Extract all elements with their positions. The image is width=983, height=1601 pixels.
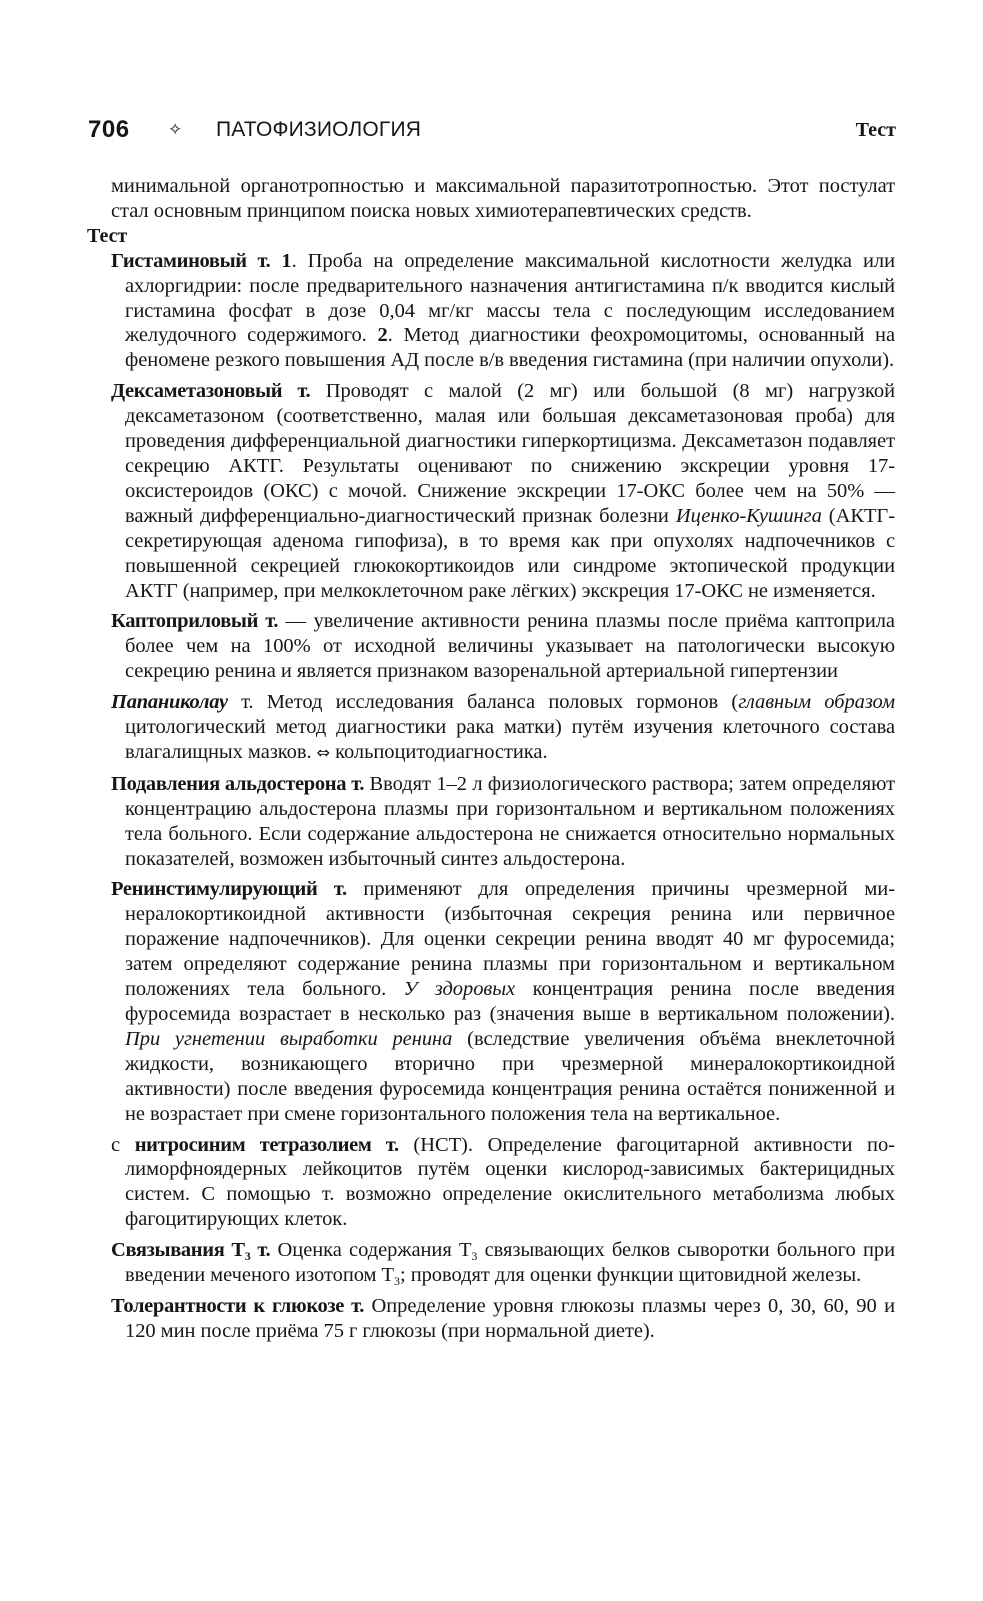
entry-text: кольпоцитодиагностика. bbox=[330, 740, 548, 763]
entry-term: Гистаминовый т. bbox=[111, 249, 271, 272]
section-title: ПАТОФИЗИОЛОГИЯ bbox=[216, 118, 422, 141]
entry-term-text: т. bbox=[250, 1239, 271, 1262]
entry-term: Каптоприловый т. bbox=[111, 610, 279, 633]
entry-text: — увеличение активности ренина плазмы после приёма каптоприла более чем на 100% от исходной величины указывает на патологически высокую секрецию ренина и является признаком вазоренальной артериальной гипертензии bbox=[125, 610, 895, 683]
entry-t3-binding-test bbox=[87, 1238, 895, 1288]
italic-text: У здоровых bbox=[403, 978, 516, 1001]
entry-captopril-test bbox=[87, 609, 895, 684]
entry-histamine-test bbox=[87, 249, 895, 374]
entry-term: Дексаметазоновый т. bbox=[111, 380, 311, 403]
entry-glucose-tolerance-test bbox=[87, 1294, 895, 1344]
italic-text: При угнетении выработки ренина bbox=[125, 1027, 453, 1050]
entry-text: (вследствие увеличения объёма внеклеточной жидкости, возникающего вторично при чрезмерной минералокортикоидной активности) после введения фуросемида концентрация ренина остаётся пониженной и не возрастает при смене горизонтального положения тела на вертикальное. bbox=[125, 1027, 895, 1125]
entry-term-text: Связывания Т bbox=[111, 1239, 245, 1262]
entry-term-suffix: т. bbox=[227, 691, 254, 714]
entry-text: (НСТ). Определение фагоцитарной активности полиморфноядерных лейкоцитов путём оценки кислород-зависимых бактерицидных систем. С помощью т. возможно определение окислительного метаболизма любых фагоцитирующих клеток. bbox=[125, 1133, 895, 1231]
entry-renin-stimulating-test bbox=[87, 877, 895, 1126]
italic-text: главным образом bbox=[738, 691, 895, 714]
subscript: 3 bbox=[394, 1274, 400, 1289]
entry-heading: Тест bbox=[87, 224, 128, 247]
entry-text: Метод исследования баланса половых гормонов ( bbox=[253, 691, 739, 714]
entry-text: Оценка содержания Т bbox=[270, 1239, 472, 1262]
cross-reference-arrow-icon: ⇔ bbox=[316, 742, 331, 762]
running-term: Тест bbox=[855, 119, 896, 141]
subscript: 3 bbox=[244, 1249, 251, 1264]
entry-text: Вводят 1–2 л физиологического раствора; затем определяют концентрацию альдостерона плазмы при горизонтальном и вертикальном положениях тела больного. Если содержание альдостерона не снижается относительно нормальных показателей, возможен избыточный синтез альдостерона. bbox=[125, 772, 895, 870]
entry-text: цитологический метод диагностики рака матки) путём изучения клеточного состава влагалищных мазков. bbox=[125, 716, 895, 763]
entry-text: ; проводят для оценки функции щитовидной железы. bbox=[399, 1264, 862, 1287]
entry-term: Толерантности к глюкозе т. bbox=[111, 1294, 365, 1317]
entry-papanicolaou-test bbox=[87, 690, 895, 766]
entry-prefix: с bbox=[111, 1133, 135, 1156]
entry-term bbox=[111, 1239, 271, 1264]
entry-text: концентрация ренина после введения фуросемида возрастает в несколько раз (значения выше в вертикальном положении). bbox=[125, 978, 895, 1025]
entry-text: Проводят с малой (2 мг) или большой (8 мг) нагрузкой дексаметазоном (соответственно, малая или большая дексаметазоновая проба) для проведения дифференциальной диагностики гиперкортицизма. Дексаметазон подавляет секрецию АКТГ. Результаты оценивают по снижению экскреции уровня 17-оксистероидов (ОКС) с мочой. Снижение экскреции 17-ОКС более чем на 50% — важный дифференциально-диагностический признак болезни bbox=[125, 380, 896, 527]
entry-text: Определение уровня глюкозы плазмы через 0, 30, 60, 90 и 120 мин после приёма 75 г глюкозы (при нормальной диете). bbox=[125, 1294, 895, 1342]
subscript: 3 bbox=[471, 1249, 478, 1264]
running-header bbox=[88, 116, 896, 148]
main-text bbox=[87, 174, 895, 1350]
ornament-icon: ✧ bbox=[168, 120, 183, 140]
italic-text: Иценко-Кушинга bbox=[675, 504, 822, 527]
entry-text: (АКТГ-секретирующая аденома гипофиза), в то время как при опухолях надпочечников с повышенной секрецией глюкокортикоидов или синдроме эктопической продукции АКТГ (например, при мелкоклеточном раке лёгких) экскреция 17-ОКС не изменяется. bbox=[125, 504, 895, 602]
item-number: 2 bbox=[377, 324, 388, 347]
entry-text: применяют для определения причины чрезмерной минералокортикоидной активности (избыточная секреция ренина или первичное поражение надпочечников). Для оценки секреции ренина вводят 40 мг фуросемида; затем определяют содержание ренина плазмы при горизонтальном и вертикальном положениях тела больного. bbox=[125, 878, 896, 1001]
entry-aldosterone-suppression-test bbox=[87, 772, 895, 872]
page-number: 706 bbox=[88, 116, 130, 143]
item-number: 1 bbox=[281, 249, 292, 272]
intro-paragraph: минимальной органотропностью и максимальной паразитотропностью. Этот постулат стал основным принципом поиска новых химиотерапевтических средств. bbox=[111, 175, 895, 222]
entry-text: . Проба на определение максимальной кислотности желудка или ахлоргидрии: после предварительного назначения антигистамина п/к вводится кислый гистамина фосфат в дозе 0,04 мг/кг массы тела с последующим исследованием желудочного содержимого. bbox=[125, 249, 895, 347]
entry-term: нитросиним тетразолием т. bbox=[134, 1133, 399, 1156]
entry-nitroblue-tetrazolium-test bbox=[87, 1133, 895, 1233]
entry-term: Подавления альдостерона т. bbox=[111, 772, 365, 795]
entry-text: . Метод диагностики феохромоцитомы, основанный на феномене резкого повышения АД после в/в введения гистамина (при наличии опухоли). bbox=[125, 324, 896, 372]
entry-dexamethasone-test bbox=[87, 379, 895, 603]
entry-term: Ренинстимулирующий т. bbox=[111, 878, 347, 901]
entry-text: связывающих белков сыворотки больного при введении меченого изотопом Т bbox=[125, 1239, 895, 1287]
entry-term: Папаниколау bbox=[111, 691, 228, 714]
